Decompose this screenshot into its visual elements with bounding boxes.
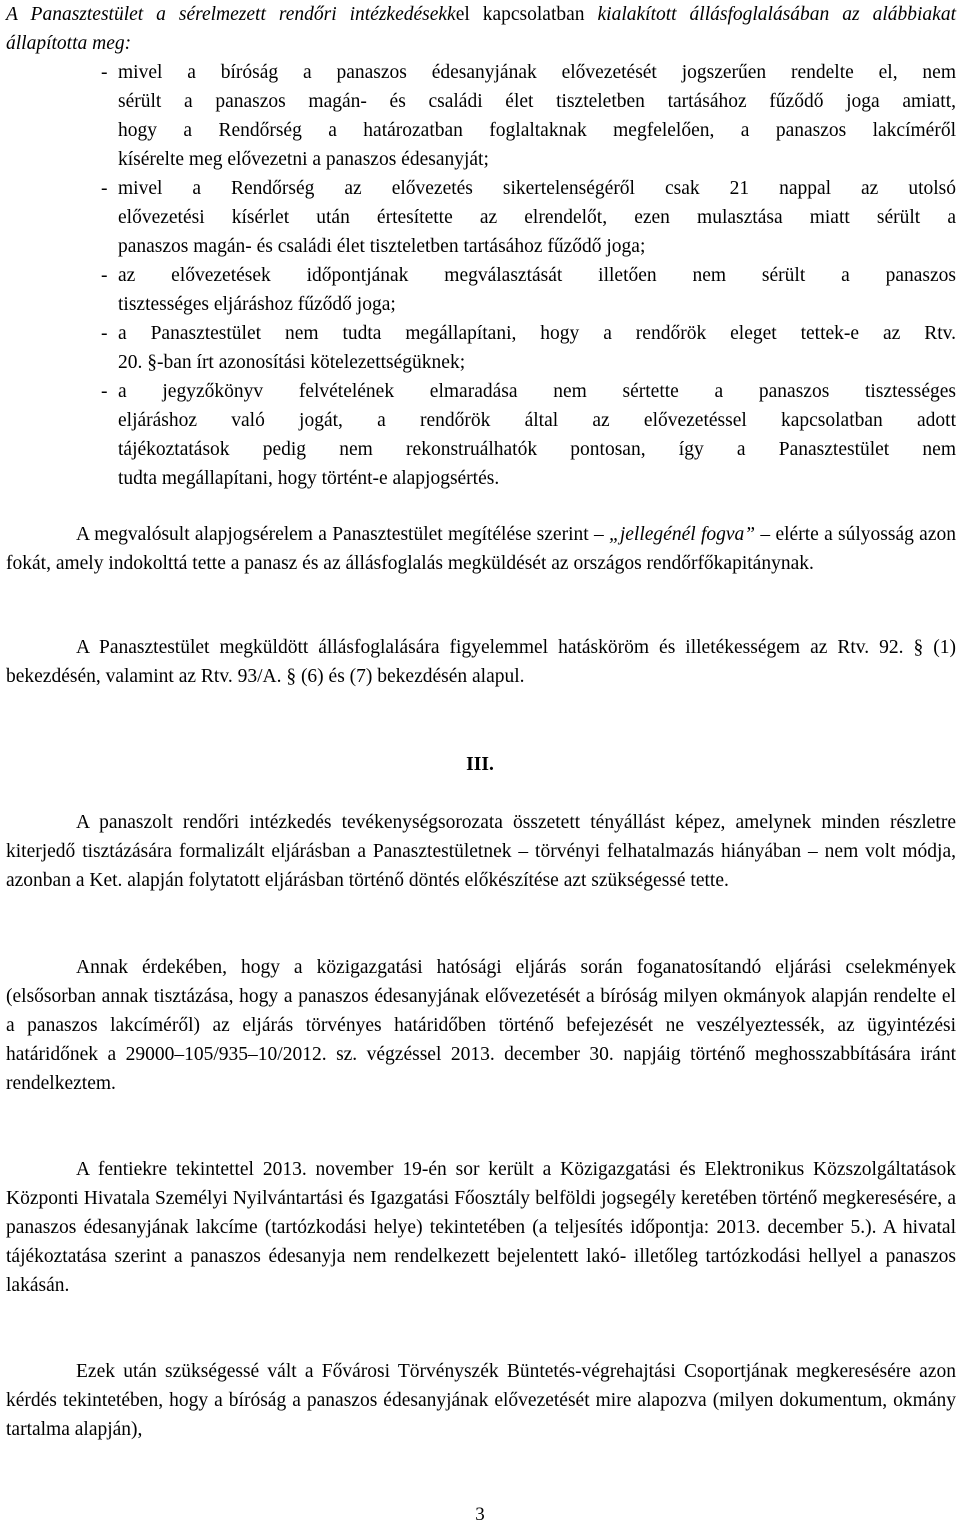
bullet-dash: -	[101, 178, 108, 199]
paragraph-procedure: A panaszolt rendőri intézkedés tevékenységsorozata összetett tényállást képez, amelynek minden részletre kiterjedő tisztázására formalizált eljárásban a Panasztestületnek – törvényi felhatalmazás hiányában – nem volt módja, azonban a Ket. alapján folytatott eljárásban történő döntés előkészítése azt szükségessé tette.	[6, 812, 956, 891]
paragraph-realized-violation	[6, 520, 956, 578]
finding-item	[6, 174, 956, 261]
bullet-dash: -	[101, 265, 108, 286]
finding-line: 20. §-ban írt azonosítási kötelezettségüknek;	[118, 352, 466, 373]
finding-line: az elővezetések időpontjának megválasztását illetően nem sérült a panaszos	[118, 265, 956, 286]
finding-line: tudta megállapítani, hogy történt-e alapjogsértés.	[118, 468, 500, 489]
finding-line: tisztességes eljáráshoz fűződő joga;	[118, 294, 396, 315]
finding-line: kísérelte meg elővezetni a panaszos édesanyját;	[118, 149, 489, 170]
finding-line: elővezetési kísérlet után értesítette az elrendelőt, ezen mulasztása miatt sérült a	[118, 207, 956, 228]
finding-line: a Panasztestület nem tudta megállapítani, hogy a rendőrök eleget tettek-e az Rtv.	[118, 323, 956, 344]
finding-item	[6, 58, 956, 174]
realized-italic-quote: „jellegénél fogva”	[609, 524, 756, 545]
finding-line: a jegyzőkönyv felvételének elmaradása nem sértette a panaszos tisztességes	[118, 381, 956, 402]
finding-line: mivel a Rendőrség az elővezetés sikertelenségéről csak 21 nappal az utolsó	[118, 178, 956, 199]
finding-item	[6, 377, 956, 493]
bullet-dash: -	[101, 323, 108, 344]
paragraph-authority: A Panasztestület megküldött állásfoglalására figyelemmel hatásköröm és illetékességem az Rtv. 92. § (1) bekezdésén, valamint az Rtv. 93/A. § (6) és (7) bekezdésén alapul.	[6, 637, 956, 687]
intro-italic-start: A Panasztestület a sérelmezett rendőri intézkedésekk	[6, 4, 456, 25]
page-number: 3	[475, 1504, 485, 1525]
finding-line: hogy a Rendőrség a határozatban foglaltaknak megfelelően, a panaszos lakcíméről	[118, 120, 956, 141]
paragraph-inquiry: A fentiekre tekintettel 2013. november 19-én sor került a Közigazgatási és Elektronikus Közszolgáltatások Központi Hivatala Személyi Nyilvántartási és Igazgatási Főosztály belföldi jogsegély keretében történő megkeresésére, a panaszos édesanyjának lakcíme (tartózkodási helye) tekintetében (a teljesítés időpontja: 2013. december 5.). A hivatal tájékoztatása szerint a panaszos édesanyja nem rendelkezett bejelentett lakó- illetőleg tartózkodási hellyel a panaszos lakásán.	[6, 1159, 956, 1296]
section-heading: III.	[466, 754, 494, 775]
finding-line: eljáráshoz való jogát, a rendőrök által az elővezetéssel kapcsolatban adott	[118, 410, 956, 431]
realized-text-after: – elérte a súlyosság azon fokát, amely indokolttá tette a panasz és az állásfoglalás megküldését az országos rendőrfőkapitánynak.	[6, 524, 956, 574]
intro-normal-part: el kapcsolatban	[455, 4, 598, 25]
bullet-dash: -	[101, 381, 108, 402]
intro-italic-end: kialakított állásfoglalásában az alábbiakat állapította meg:	[6, 4, 956, 54]
finding-line: tájékoztatások pedig nem rekonstruálhatók pontosan, így a Panasztestület nem	[118, 439, 956, 460]
paragraph-court: Ezek után szükségessé vált a Fővárosi Törvényszék Büntetés-végrehajtási Csoportjának megkeresésére azon kérdés tekintetében, hogy a bíróság a panaszos édesanyjának elővezetését mire alapozva (milyen dokumentum, okmány tartalma alapján),	[6, 1361, 956, 1440]
paragraph-deadline: Annak érdekében, hogy a közigazgatási hatósági eljárás során foganatosítandó eljárási cselekmények (elsősorban annak tisztázása, hogy a panaszos édesanyjának elővezetését a bíróság milyen okmányok alapján rendelte el a panaszos lakcíméről) az eljárás törvényes határidőben történő befejezését ne veszélyeztessék, az ügyintézési határidőnek a 29000–105/935–10/2012. sz. végzéssel 2013. december 30. napjáig történő meghosszabbítására iránt rendelkeztem.	[6, 957, 956, 1094]
findings-list	[6, 58, 956, 493]
intro-paragraph	[6, 0, 956, 58]
realized-text-before: A megvalósult alapjogsérelem a Panasztestület megítélése szerint –	[76, 524, 610, 545]
bullet-dash: -	[101, 62, 108, 83]
finding-item	[6, 261, 956, 319]
finding-line: panaszos magán- és családi élet tiszteletben tartásához fűződő joga;	[118, 236, 646, 257]
finding-line: sérült a panaszos magán- és családi élet tiszteletben tartásához fűződő joga amiatt,	[118, 91, 956, 112]
finding-item	[6, 319, 956, 377]
finding-line: mivel a bíróság a panaszos édesanyjának elővezetését jogszerűen rendelte el, nem	[118, 62, 956, 83]
